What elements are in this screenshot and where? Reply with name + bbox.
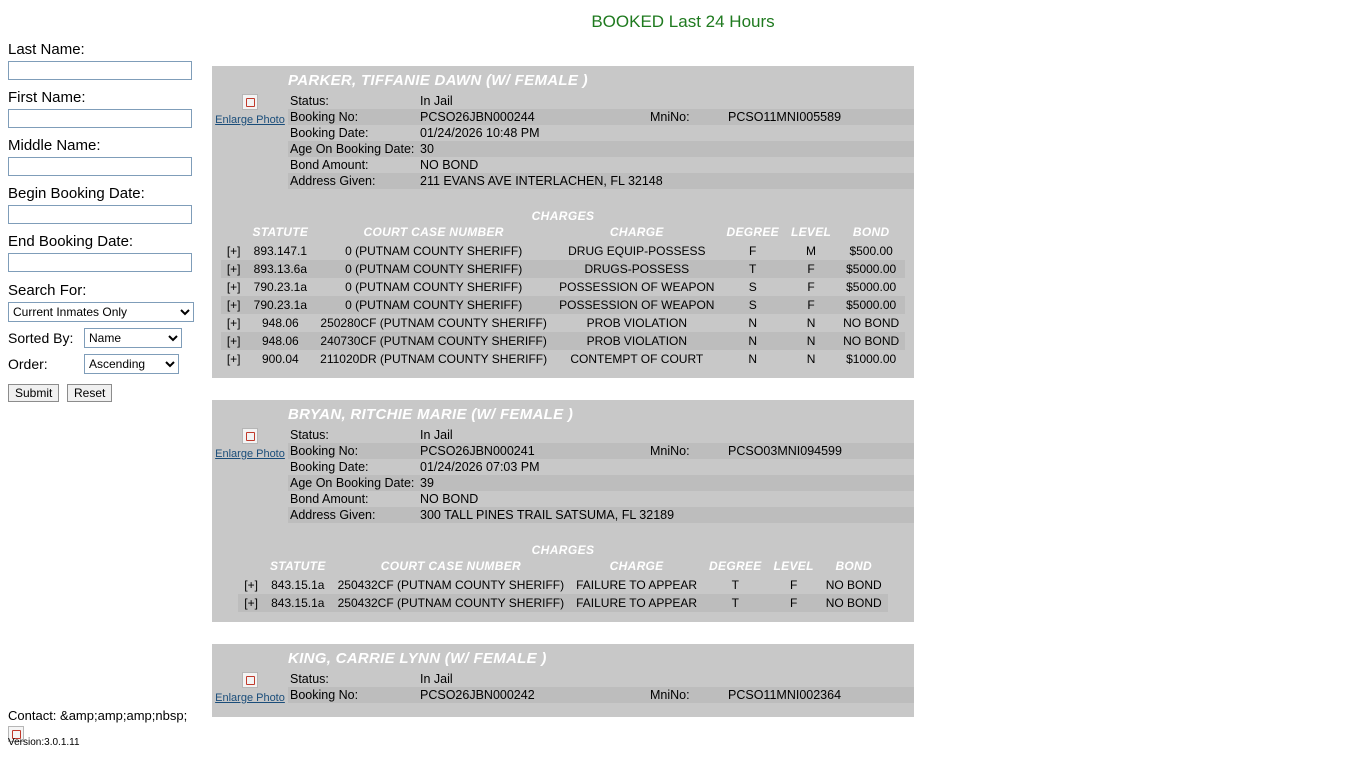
- charges-header-cell: BOND: [835, 559, 872, 573]
- charge-statute-cell: 790.23.1a: [253, 280, 308, 294]
- broken-image-icon: [242, 428, 258, 444]
- order-row: [8, 354, 208, 374]
- charge-degree-cell: N: [720, 332, 784, 350]
- address-value: 300 TALL PINES TRAIL SATSUMA, FL 32189: [418, 507, 914, 523]
- spacer-cell: [648, 157, 726, 173]
- spacer-cell: [726, 671, 914, 687]
- spacer-cell: [726, 491, 914, 507]
- spacer-cell: [726, 157, 914, 173]
- charges-header-cell: COURT CASE NUMBER: [363, 225, 504, 239]
- age-value: 30: [418, 141, 648, 157]
- charge-court-cell: 0 (PUTNAM COUNTY SHERIFF): [345, 244, 523, 258]
- inmate-block: [212, 400, 914, 622]
- expand-charge-button[interactable]: [+]: [226, 244, 241, 258]
- charge-degree-cell: T: [703, 594, 767, 612]
- search-for-select[interactable]: [8, 302, 194, 322]
- charge-row: [221, 242, 905, 260]
- address-label: Address Given:: [288, 507, 418, 523]
- spacer-cell: [648, 141, 726, 157]
- charge-row: [221, 278, 905, 296]
- charge-level-cell: F: [785, 296, 837, 314]
- spacer-cell: [726, 459, 914, 475]
- charge-row: [238, 576, 887, 594]
- charges-header-cell: [221, 224, 247, 242]
- spacer-cell: [726, 125, 914, 141]
- charges-header-row: [238, 558, 887, 576]
- charge-degree-cell: F: [749, 244, 757, 258]
- spacer-cell: [726, 93, 914, 109]
- bond-amount-value: NO BOND: [420, 158, 479, 172]
- inmate-photo-cell[interactable]: [212, 94, 288, 126]
- status-value: In Jail: [420, 428, 453, 442]
- charge-court-cell: 0 (PUTNAM COUNTY SHERIFF): [314, 296, 553, 314]
- detail-row: [288, 491, 914, 507]
- charges-header-cell: LEVEL: [790, 225, 832, 239]
- last-name-label: Last Name:: [8, 41, 85, 58]
- charge-level-cell: F: [789, 578, 798, 592]
- status-label: Status:: [290, 428, 329, 442]
- charge-charge-cell: CONTEMPT OF COURT: [570, 352, 704, 366]
- charge-bond-cell: $500.00: [849, 244, 893, 258]
- bond-amount-value: NO BOND: [420, 492, 479, 506]
- charge-bond-cell: $5000.00: [846, 280, 897, 294]
- charges-header-cell: CHARGE: [609, 559, 664, 573]
- charge-statute-cell: 893.147.1: [253, 244, 308, 258]
- age-value: 39: [418, 475, 648, 491]
- reset-button[interactable]: Reset: [67, 384, 112, 402]
- bond-amount-label: Bond Amount:: [290, 492, 369, 506]
- charge-court-cell: 211020DR (PUTNAM COUNTY SHERIFF): [320, 352, 548, 366]
- booking-no-label: Booking No:: [288, 687, 418, 703]
- submit-button[interactable]: Submit: [8, 384, 59, 402]
- status-label: Status:: [290, 94, 329, 108]
- middle-name-input[interactable]: [8, 157, 192, 176]
- spacer-cell: [648, 671, 726, 687]
- inmate-photo-cell[interactable]: [212, 672, 288, 704]
- charge-statute-cell: 948.06: [261, 316, 299, 330]
- charge-bond-cell: NO BOND: [825, 578, 882, 592]
- detail-row: [288, 427, 914, 443]
- detail-row: [288, 459, 914, 475]
- first-name-input[interactable]: [8, 109, 192, 128]
- charges-header-row: [221, 224, 905, 242]
- results-list: [212, 66, 914, 717]
- expand-charge-button[interactable]: [+]: [226, 316, 241, 330]
- spacer-cell: [726, 427, 914, 443]
- inmate-details: [288, 93, 914, 189]
- mni-no-value: PCSO11MNI002364: [726, 687, 914, 703]
- charge-degree-cell: T: [731, 578, 739, 592]
- spacer-cell: [726, 475, 914, 491]
- charge-bond-cell: NO BOND: [820, 594, 888, 612]
- detail-row: [288, 93, 914, 109]
- charge-degree-cell: N: [748, 316, 758, 330]
- begin-booking-date-input[interactable]: [8, 205, 192, 224]
- inmate-name: BRYAN, RITCHIE MARIE (W/ FEMALE ): [288, 406, 574, 423]
- detail-row: [288, 109, 914, 125]
- inmate-name: KING, CARRIE LYNN (W/ FEMALE ): [288, 650, 547, 667]
- enlarge-photo-link[interactable]: Enlarge Photo: [215, 114, 285, 126]
- charge-degree-cell: S: [720, 296, 784, 314]
- expand-charge-button[interactable]: [+]: [226, 352, 241, 366]
- spacer-cell: [726, 141, 914, 157]
- charge-charge-cell: DRUG EQUIP-POSSESS: [568, 244, 706, 258]
- booking-date-value: 01/24/2026 07:03 PM: [420, 460, 540, 474]
- booking-date-label: Booking Date:: [290, 126, 369, 140]
- charges-header-cell: COURT CASE NUMBER: [380, 559, 521, 573]
- mni-no-label: MniNo:: [648, 687, 726, 703]
- detail-row: [288, 671, 914, 687]
- charge-statute-cell: 843.15.1a: [271, 578, 325, 592]
- first-name-label: First Name:: [8, 89, 86, 106]
- charge-statute-cell: 900.04: [261, 352, 299, 366]
- last-name-input[interactable]: [8, 61, 192, 80]
- booking-date-value: 01/24/2026 10:48 PM: [420, 126, 540, 140]
- charge-degree-cell: S: [748, 280, 757, 294]
- spacer-cell: [648, 475, 726, 491]
- inmate-details: [288, 427, 914, 523]
- detail-row: [288, 475, 914, 491]
- charge-row: [221, 332, 905, 350]
- charges-header-cell: STATUTE: [252, 225, 309, 239]
- expand-charge-button[interactable]: [+]: [221, 296, 247, 314]
- spacer-cell: [648, 93, 726, 109]
- charge-statute-cell: 893.13.6a: [247, 260, 315, 278]
- block-padding: [212, 703, 914, 717]
- middle-name-label: Middle Name:: [8, 137, 101, 154]
- charge-bond-cell: NO BOND: [843, 316, 900, 330]
- charge-level-cell: F: [768, 594, 820, 612]
- broken-image-icon: [242, 94, 258, 110]
- charge-charge-cell: PROB VIOLATION: [586, 316, 688, 330]
- page-title: BOOKED Last 24 Hours: [591, 12, 775, 31]
- charge-court-cell: 0 (PUTNAM COUNTY SHERIFF): [314, 260, 553, 278]
- bond-amount-label: Bond Amount:: [290, 158, 369, 172]
- booking-no-value: PCSO26JBN000241: [418, 443, 648, 459]
- booking-no-value: PCSO26JBN000242: [418, 687, 648, 703]
- sorted-by-row: [8, 328, 208, 348]
- charges-section: [212, 189, 914, 378]
- detail-row: [288, 443, 914, 459]
- charge-level-cell: N: [806, 352, 816, 366]
- charges-table: [221, 207, 905, 368]
- search-buttons: [8, 384, 208, 402]
- search-for-label: Search For:: [8, 282, 87, 299]
- charge-charge-cell: PROB VIOLATION: [553, 332, 720, 350]
- charge-level-cell: N: [785, 332, 837, 350]
- broken-image-icon: [242, 672, 258, 688]
- charge-statute-cell: 843.15.1a: [264, 594, 332, 612]
- charge-row: [221, 314, 905, 332]
- charge-level-cell: N: [806, 316, 816, 330]
- charges-header-cell: DEGREE: [726, 225, 779, 239]
- charge-charge-cell: POSSESSION OF WEAPON: [553, 296, 720, 314]
- charge-bond-cell: $5000.00: [837, 296, 905, 314]
- detail-row: [288, 173, 914, 189]
- inmate-photo-cell[interactable]: [212, 428, 288, 460]
- mni-no-label: MniNo:: [648, 109, 726, 125]
- contact-line: Contact: &amp;amp;amp;nbsp;: [8, 708, 188, 723]
- charges-header-cell: [238, 558, 264, 576]
- end-booking-date-input[interactable]: [8, 253, 192, 272]
- enlarge-photo-link[interactable]: Enlarge Photo: [215, 448, 285, 460]
- charges-header-cell: LEVEL: [773, 559, 814, 573]
- status-value: In Jail: [420, 94, 453, 108]
- booking-no-value: PCSO26JBN000244: [418, 109, 648, 125]
- inmate-block: [212, 644, 914, 717]
- version-line: Version:3.0.1.11: [8, 737, 80, 748]
- charges-table: [238, 541, 887, 612]
- age-label: Age On Booking Date:: [288, 475, 418, 491]
- order-select[interactable]: [84, 354, 179, 374]
- charge-row: [221, 296, 905, 314]
- charges-caption: CHARGES: [531, 543, 595, 557]
- charge-statute-cell: 948.06: [247, 332, 315, 350]
- address-label: Address Given:: [288, 173, 418, 189]
- mni-no-value: PCSO03MNI094599: [726, 443, 914, 459]
- detail-row: [288, 125, 914, 141]
- charges-section: [212, 523, 914, 622]
- spacer-cell: [648, 459, 726, 475]
- charge-bond-cell: $5000.00: [837, 260, 905, 278]
- detail-row: [288, 141, 914, 157]
- detail-row: [288, 687, 914, 703]
- charge-level-cell: F: [785, 260, 837, 278]
- charges-header-cell: CHARGE: [609, 225, 664, 239]
- mni-no-label: MniNo:: [648, 443, 726, 459]
- charge-level-cell: F: [807, 280, 815, 294]
- order-label: Order:: [8, 356, 48, 372]
- block-spacer: [212, 622, 914, 644]
- charge-charge-cell: FAILURE TO APPEAR: [576, 578, 698, 592]
- charges-header-cell: STATUTE: [269, 559, 326, 573]
- charge-charge-cell: FAILURE TO APPEAR: [570, 594, 703, 612]
- charge-court-cell: 250280CF (PUTNAM COUNTY SHERIFF): [320, 316, 547, 330]
- expand-charge-button[interactable]: [+]: [238, 594, 264, 612]
- sorted-by-select[interactable]: [84, 328, 182, 348]
- booking-no-label: Booking No:: [288, 443, 418, 459]
- charge-court-cell: 250432CF (PUTNAM COUNTY SHERIFF): [337, 578, 565, 592]
- search-panel: [8, 40, 208, 402]
- detail-row: [288, 157, 914, 173]
- expand-charge-button[interactable]: [+]: [221, 332, 247, 350]
- charge-row: [221, 350, 905, 368]
- charge-court-cell: 250432CF (PUTNAM COUNTY SHERIFF): [332, 594, 570, 612]
- charge-level-cell: M: [806, 244, 817, 258]
- inmate-name: PARKER, TIFFANIE DAWN (W/ FEMALE ): [288, 72, 588, 89]
- status-label: Status:: [290, 672, 329, 686]
- inmate-block: [212, 66, 914, 378]
- charge-bond-cell: NO BOND: [837, 332, 905, 350]
- spacer-cell: [648, 491, 726, 507]
- end-booking-date-label: End Booking Date:: [8, 233, 134, 250]
- spacer-cell: [648, 125, 726, 141]
- charges-header-cell: BOND: [852, 225, 890, 239]
- charges-header-cell: DEGREE: [709, 559, 762, 573]
- charge-statute-cell: 790.23.1a: [247, 296, 315, 314]
- charge-charge-cell: DRUGS-POSSESS: [553, 260, 720, 278]
- age-label: Age On Booking Date:: [288, 141, 418, 157]
- expand-charge-button[interactable]: [+]: [244, 578, 258, 592]
- begin-booking-date-label: Begin Booking Date:: [8, 185, 145, 202]
- expand-charge-button[interactable]: [+]: [221, 260, 247, 278]
- charge-court-cell: 0 (PUTNAM COUNTY SHERIFF): [345, 280, 523, 294]
- address-value: 211 EVANS AVE INTERLACHEN, FL 32148: [418, 173, 914, 189]
- charge-bond-cell: $1000.00: [846, 352, 897, 366]
- status-value: In Jail: [420, 672, 453, 686]
- inmate-details: [288, 671, 914, 703]
- charge-court-cell: 240730CF (PUTNAM COUNTY SHERIFF): [314, 332, 553, 350]
- charge-row: [238, 594, 887, 612]
- spacer-cell: [648, 427, 726, 443]
- booking-date-label: Booking Date:: [290, 460, 369, 474]
- detail-row: [288, 507, 914, 523]
- expand-charge-button[interactable]: [+]: [226, 280, 241, 294]
- block-spacer: [212, 378, 914, 400]
- charge-charge-cell: POSSESSION OF WEAPON: [559, 280, 715, 294]
- booking-no-label: Booking No:: [288, 109, 418, 125]
- enlarge-photo-link[interactable]: Enlarge Photo: [215, 692, 285, 704]
- charges-caption: CHARGES: [531, 209, 595, 223]
- sorted-by-label: Sorted By:: [8, 330, 74, 346]
- charge-degree-cell: N: [748, 352, 758, 366]
- charge-degree-cell: T: [720, 260, 784, 278]
- charge-row: [221, 260, 905, 278]
- mni-no-value: PCSO11MNI005589: [726, 109, 914, 125]
